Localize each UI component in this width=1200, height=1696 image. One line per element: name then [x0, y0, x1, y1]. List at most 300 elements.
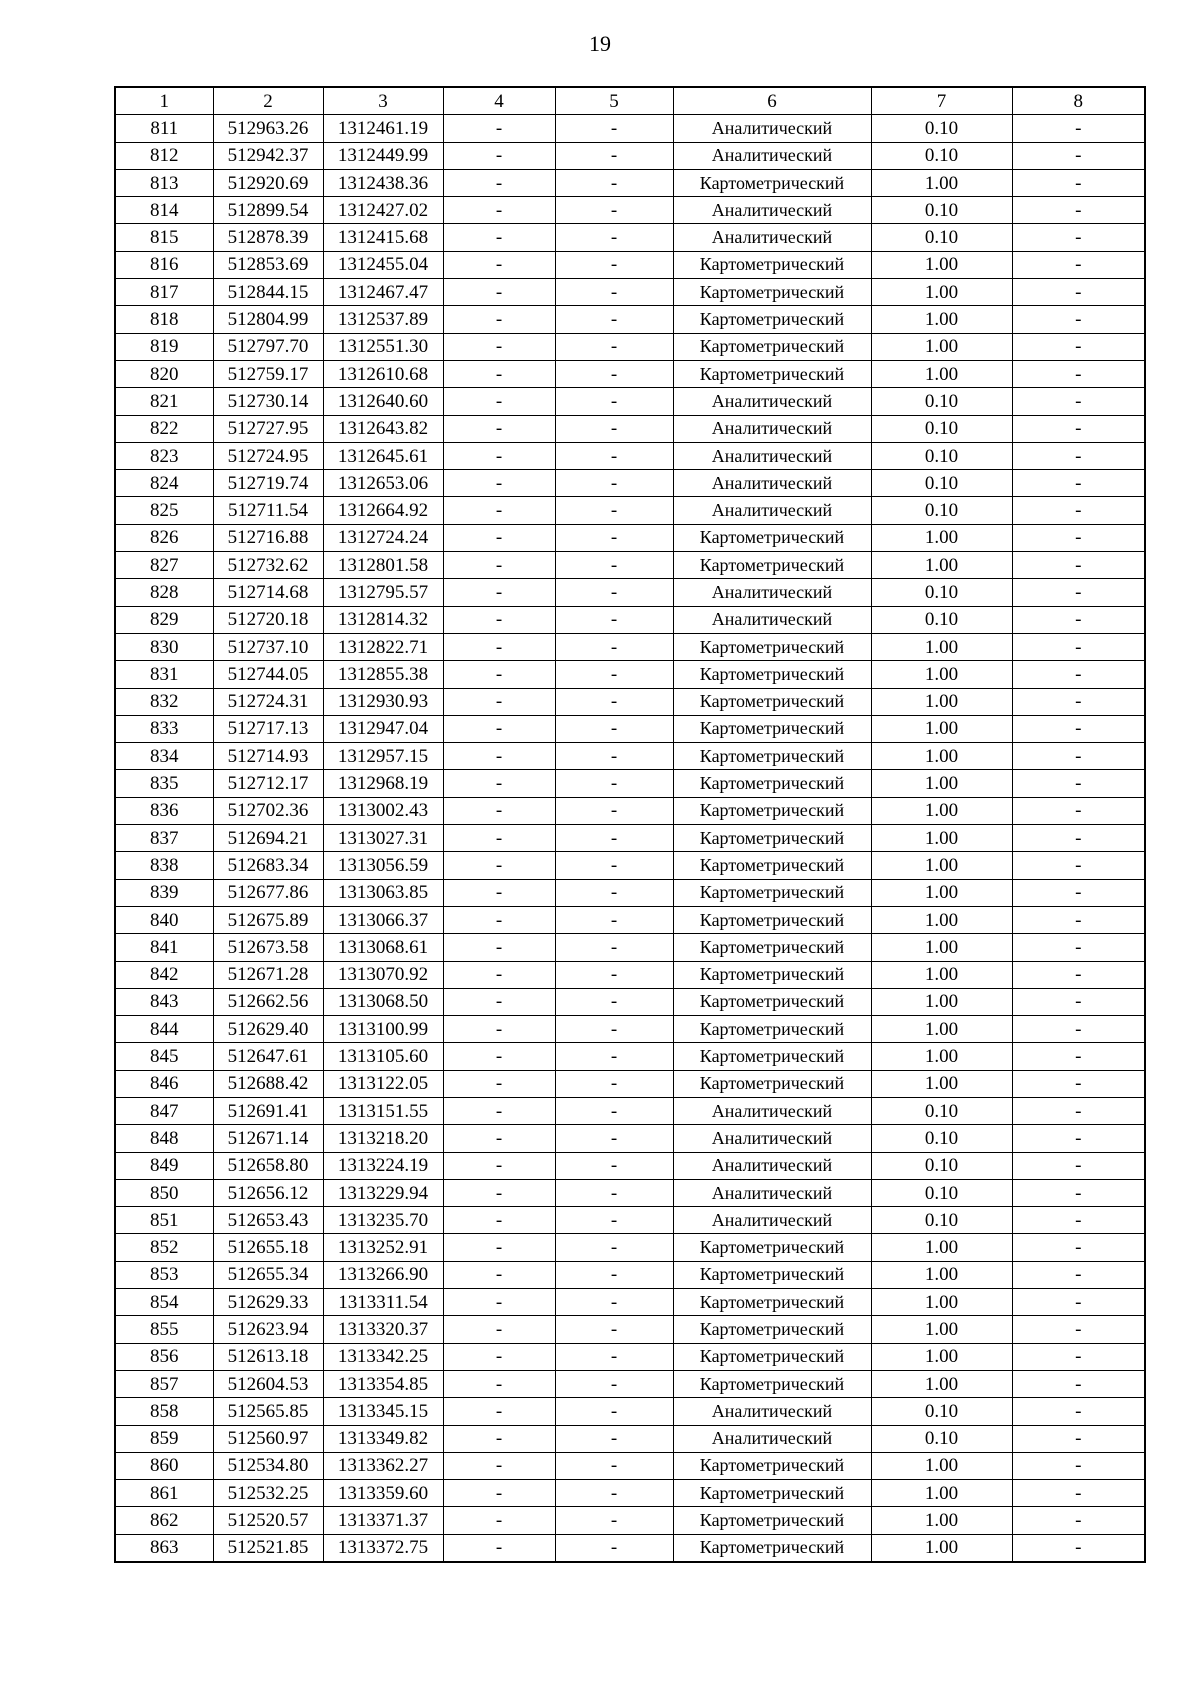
table-row	[115, 360, 1145, 387]
method-cell: Аналитический	[673, 1398, 871, 1425]
x-coordinate-cell: 512691.41	[213, 1097, 323, 1124]
column-4-cell: -	[443, 825, 555, 852]
table-row	[115, 661, 1145, 688]
accuracy-cell: 0.10	[871, 606, 1012, 633]
point-number-cell: 830	[115, 633, 213, 660]
y-coordinate-cell: 1313342.25	[323, 1343, 443, 1370]
x-coordinate-cell: 512942.37	[213, 142, 323, 169]
accuracy-cell: 0.10	[871, 197, 1012, 224]
accuracy-cell: 1.00	[871, 333, 1012, 360]
column-4-cell: -	[443, 988, 555, 1015]
point-number-cell: 862	[115, 1507, 213, 1534]
column-8-cell: -	[1012, 797, 1145, 824]
column-8-cell: -	[1012, 688, 1145, 715]
accuracy-cell: 1.00	[871, 1289, 1012, 1316]
accuracy-cell: 1.00	[871, 743, 1012, 770]
column-4-cell: -	[443, 333, 555, 360]
y-coordinate-cell: 1313372.75	[323, 1534, 443, 1562]
point-number-cell: 858	[115, 1398, 213, 1425]
column-4-cell: -	[443, 1261, 555, 1288]
column-5-cell: -	[555, 606, 673, 633]
column-8-cell: -	[1012, 1125, 1145, 1152]
y-coordinate-cell: 1313070.92	[323, 961, 443, 988]
column-4-cell: -	[443, 197, 555, 224]
accuracy-cell: 1.00	[871, 633, 1012, 660]
column-8-cell: -	[1012, 1152, 1145, 1179]
x-coordinate-cell: 512804.99	[213, 306, 323, 333]
table-row	[115, 879, 1145, 906]
table-row	[115, 1289, 1145, 1316]
table-row	[115, 715, 1145, 742]
method-cell: Аналитический	[673, 606, 871, 633]
column-5-cell: -	[555, 934, 673, 961]
x-coordinate-cell: 512673.58	[213, 934, 323, 961]
table-row	[115, 688, 1145, 715]
table-row	[115, 770, 1145, 797]
y-coordinate-cell: 1313063.85	[323, 879, 443, 906]
y-coordinate-cell: 1312427.02	[323, 197, 443, 224]
point-number-cell: 861	[115, 1480, 213, 1507]
accuracy-cell: 1.00	[871, 360, 1012, 387]
y-coordinate-cell: 1313068.50	[323, 988, 443, 1015]
column-8-cell: -	[1012, 1016, 1145, 1043]
column-8-cell: -	[1012, 552, 1145, 579]
accuracy-cell: 1.00	[871, 879, 1012, 906]
accuracy-cell: 0.10	[871, 1425, 1012, 1452]
x-coordinate-cell: 512737.10	[213, 633, 323, 660]
column-4-cell: -	[443, 1480, 555, 1507]
column-5-cell: -	[555, 442, 673, 469]
column-4-cell: -	[443, 606, 555, 633]
column-8-cell: -	[1012, 1070, 1145, 1097]
accuracy-cell: 0.10	[871, 415, 1012, 442]
x-coordinate-cell: 512719.74	[213, 470, 323, 497]
point-number-cell: 829	[115, 606, 213, 633]
column-4-cell: -	[443, 879, 555, 906]
table-row	[115, 1261, 1145, 1288]
method-cell: Аналитический	[673, 470, 871, 497]
accuracy-cell: 0.10	[871, 224, 1012, 251]
column-4-cell: -	[443, 360, 555, 387]
table-row	[115, 1316, 1145, 1343]
column-5-cell: -	[555, 988, 673, 1015]
column-4-cell: -	[443, 1452, 555, 1479]
x-coordinate-cell: 512717.13	[213, 715, 323, 742]
column-4-cell: -	[443, 797, 555, 824]
method-cell: Картометрический	[673, 1534, 871, 1562]
column-5-cell: -	[555, 1179, 673, 1206]
column-8-cell: -	[1012, 333, 1145, 360]
accuracy-cell: 0.10	[871, 442, 1012, 469]
y-coordinate-cell: 1312438.36	[323, 169, 443, 196]
column-8-cell: -	[1012, 743, 1145, 770]
coordinates-table	[114, 86, 1146, 1563]
column-header: 2	[213, 87, 323, 115]
method-cell: Картометрический	[673, 879, 871, 906]
accuracy-cell: 0.10	[871, 579, 1012, 606]
column-4-cell: -	[443, 1207, 555, 1234]
accuracy-cell: 1.00	[871, 251, 1012, 278]
column-4-cell: -	[443, 169, 555, 196]
column-4-cell: -	[443, 1398, 555, 1425]
method-cell: Картометрический	[673, 934, 871, 961]
accuracy-cell: 1.00	[871, 169, 1012, 196]
method-cell: Картометрический	[673, 279, 871, 306]
accuracy-cell: 1.00	[871, 1234, 1012, 1261]
method-cell: Картометрический	[673, 961, 871, 988]
column-header: 1	[115, 87, 213, 115]
column-4-cell: -	[443, 1234, 555, 1261]
column-8-cell: -	[1012, 661, 1145, 688]
y-coordinate-cell: 1313229.94	[323, 1179, 443, 1206]
x-coordinate-cell: 512653.43	[213, 1207, 323, 1234]
accuracy-cell: 1.00	[871, 715, 1012, 742]
point-number-cell: 833	[115, 715, 213, 742]
method-cell: Аналитический	[673, 388, 871, 415]
y-coordinate-cell: 1313359.60	[323, 1480, 443, 1507]
point-number-cell: 846	[115, 1070, 213, 1097]
method-cell: Картометрический	[673, 1480, 871, 1507]
y-coordinate-cell: 1312455.04	[323, 251, 443, 278]
point-number-cell: 825	[115, 497, 213, 524]
accuracy-cell: 1.00	[871, 961, 1012, 988]
column-5-cell: -	[555, 497, 673, 524]
point-number-cell: 824	[115, 470, 213, 497]
point-number-cell: 832	[115, 688, 213, 715]
column-8-cell: -	[1012, 497, 1145, 524]
column-4-cell: -	[443, 715, 555, 742]
column-4-cell: -	[443, 224, 555, 251]
y-coordinate-cell: 1313311.54	[323, 1289, 443, 1316]
accuracy-cell: 0.10	[871, 1207, 1012, 1234]
y-coordinate-cell: 1313056.59	[323, 852, 443, 879]
method-cell: Картометрический	[673, 770, 871, 797]
column-5-cell: -	[555, 797, 673, 824]
column-4-cell: -	[443, 1152, 555, 1179]
x-coordinate-cell: 512694.21	[213, 825, 323, 852]
accuracy-cell: 1.00	[871, 552, 1012, 579]
column-5-cell: -	[555, 169, 673, 196]
x-coordinate-cell: 512656.12	[213, 1179, 323, 1206]
column-header: 3	[323, 87, 443, 115]
column-header: 7	[871, 87, 1012, 115]
column-8-cell: -	[1012, 197, 1145, 224]
y-coordinate-cell: 1313100.99	[323, 1016, 443, 1043]
y-coordinate-cell: 1313349.82	[323, 1425, 443, 1452]
column-5-cell: -	[555, 1125, 673, 1152]
column-8-cell: -	[1012, 360, 1145, 387]
point-number-cell: 852	[115, 1234, 213, 1261]
column-5-cell: -	[555, 879, 673, 906]
column-8-cell: -	[1012, 961, 1145, 988]
y-coordinate-cell: 1312467.47	[323, 279, 443, 306]
column-4-cell: -	[443, 1316, 555, 1343]
y-coordinate-cell: 1312551.30	[323, 333, 443, 360]
y-coordinate-cell: 1313002.43	[323, 797, 443, 824]
y-coordinate-cell: 1312643.82	[323, 415, 443, 442]
x-coordinate-cell: 512521.85	[213, 1534, 323, 1562]
column-5-cell: -	[555, 1152, 673, 1179]
column-8-cell: -	[1012, 715, 1145, 742]
method-cell: Картометрический	[673, 360, 871, 387]
column-5-cell: -	[555, 961, 673, 988]
column-4-cell: -	[443, 633, 555, 660]
point-number-cell: 828	[115, 579, 213, 606]
column-8-cell: -	[1012, 1234, 1145, 1261]
point-number-cell: 817	[115, 279, 213, 306]
column-8-cell: -	[1012, 142, 1145, 169]
method-cell: Картометрический	[673, 1343, 871, 1370]
y-coordinate-cell: 1312610.68	[323, 360, 443, 387]
column-8-cell: -	[1012, 279, 1145, 306]
column-4-cell: -	[443, 1343, 555, 1370]
column-8-cell: -	[1012, 115, 1145, 142]
column-4-cell: -	[443, 142, 555, 169]
table-row	[115, 988, 1145, 1015]
method-cell: Картометрический	[673, 1016, 871, 1043]
x-coordinate-cell: 512683.34	[213, 852, 323, 879]
table-row	[115, 743, 1145, 770]
accuracy-cell: 1.00	[871, 279, 1012, 306]
column-4-cell: -	[443, 279, 555, 306]
x-coordinate-cell: 512702.36	[213, 797, 323, 824]
x-coordinate-cell: 512720.18	[213, 606, 323, 633]
column-5-cell: -	[555, 1070, 673, 1097]
point-number-cell: 841	[115, 934, 213, 961]
column-8-cell: -	[1012, 606, 1145, 633]
accuracy-cell: 1.00	[871, 688, 1012, 715]
method-cell: Аналитический	[673, 115, 871, 142]
table-row	[115, 442, 1145, 469]
accuracy-cell: 1.00	[871, 1452, 1012, 1479]
x-coordinate-cell: 512724.31	[213, 688, 323, 715]
table-row	[115, 1016, 1145, 1043]
x-coordinate-cell: 512647.61	[213, 1043, 323, 1070]
column-8-cell: -	[1012, 415, 1145, 442]
point-number-cell: 819	[115, 333, 213, 360]
y-coordinate-cell: 1312822.71	[323, 633, 443, 660]
method-cell: Аналитический	[673, 1125, 871, 1152]
column-8-cell: -	[1012, 1043, 1145, 1070]
column-5-cell: -	[555, 1261, 673, 1288]
column-header: 5	[555, 87, 673, 115]
column-5-cell: -	[555, 333, 673, 360]
accuracy-cell: 1.00	[871, 1016, 1012, 1043]
point-number-cell: 820	[115, 360, 213, 387]
x-coordinate-cell: 512604.53	[213, 1370, 323, 1397]
point-number-cell: 818	[115, 306, 213, 333]
y-coordinate-cell: 1312855.38	[323, 661, 443, 688]
x-coordinate-cell: 512560.97	[213, 1425, 323, 1452]
column-5-cell: -	[555, 1234, 673, 1261]
table-row	[115, 1398, 1145, 1425]
x-coordinate-cell: 512629.40	[213, 1016, 323, 1043]
x-coordinate-cell: 512744.05	[213, 661, 323, 688]
column-5-cell: -	[555, 279, 673, 306]
column-8-cell: -	[1012, 906, 1145, 933]
point-number-cell: 831	[115, 661, 213, 688]
column-5-cell: -	[555, 1534, 673, 1562]
column-8-cell: -	[1012, 1452, 1145, 1479]
point-number-cell: 827	[115, 552, 213, 579]
column-4-cell: -	[443, 1179, 555, 1206]
column-4-cell: -	[443, 497, 555, 524]
y-coordinate-cell: 1312664.92	[323, 497, 443, 524]
accuracy-cell: 1.00	[871, 906, 1012, 933]
method-cell: Картометрический	[673, 797, 871, 824]
column-4-cell: -	[443, 688, 555, 715]
column-5-cell: -	[555, 388, 673, 415]
y-coordinate-cell: 1312930.93	[323, 688, 443, 715]
table-row	[115, 1179, 1145, 1206]
point-number-cell: 834	[115, 743, 213, 770]
table-row	[115, 224, 1145, 251]
y-coordinate-cell: 1312645.61	[323, 442, 443, 469]
y-coordinate-cell: 1312537.89	[323, 306, 443, 333]
method-cell: Картометрический	[673, 1507, 871, 1534]
accuracy-cell: 0.10	[871, 1398, 1012, 1425]
point-number-cell: 816	[115, 251, 213, 278]
method-cell: Картометрический	[673, 251, 871, 278]
table-row	[115, 1043, 1145, 1070]
column-5-cell: -	[555, 415, 673, 442]
column-8-cell: -	[1012, 1507, 1145, 1534]
column-8-cell: -	[1012, 1370, 1145, 1397]
table-row	[115, 1152, 1145, 1179]
accuracy-cell: 1.00	[871, 1343, 1012, 1370]
header-row	[115, 87, 1145, 115]
y-coordinate-cell: 1313218.20	[323, 1125, 443, 1152]
accuracy-cell: 0.10	[871, 1097, 1012, 1124]
point-number-cell: 839	[115, 879, 213, 906]
column-5-cell: -	[555, 1507, 673, 1534]
accuracy-cell: 0.10	[871, 470, 1012, 497]
column-4-cell: -	[443, 442, 555, 469]
point-number-cell: 848	[115, 1125, 213, 1152]
column-8-cell: -	[1012, 1343, 1145, 1370]
method-cell: Аналитический	[673, 442, 871, 469]
y-coordinate-cell: 1313354.85	[323, 1370, 443, 1397]
method-cell: Картометрический	[673, 852, 871, 879]
column-8-cell: -	[1012, 579, 1145, 606]
column-5-cell: -	[555, 743, 673, 770]
point-number-cell: 821	[115, 388, 213, 415]
table-row	[115, 306, 1145, 333]
column-header: 4	[443, 87, 555, 115]
accuracy-cell: 1.00	[871, 1480, 1012, 1507]
point-number-cell: 854	[115, 1289, 213, 1316]
accuracy-cell: 0.10	[871, 142, 1012, 169]
table-row	[115, 1070, 1145, 1097]
x-coordinate-cell: 512655.34	[213, 1261, 323, 1288]
table-row	[115, 497, 1145, 524]
point-number-cell: 842	[115, 961, 213, 988]
point-number-cell: 823	[115, 442, 213, 469]
table-row	[115, 1480, 1145, 1507]
column-8-cell: -	[1012, 825, 1145, 852]
accuracy-cell: 1.00	[871, 661, 1012, 688]
point-number-cell: 860	[115, 1452, 213, 1479]
column-8-cell: -	[1012, 934, 1145, 961]
column-8-cell: -	[1012, 306, 1145, 333]
y-coordinate-cell: 1313068.61	[323, 934, 443, 961]
method-cell: Картометрический	[673, 306, 871, 333]
page-number: 19	[589, 31, 611, 56]
method-cell: Аналитический	[673, 1097, 871, 1124]
method-cell: Картометрический	[673, 988, 871, 1015]
column-5-cell: -	[555, 470, 673, 497]
method-cell: Аналитический	[673, 142, 871, 169]
method-cell: Картометрический	[673, 743, 871, 770]
method-cell: Картометрический	[673, 1452, 871, 1479]
x-coordinate-cell: 512662.56	[213, 988, 323, 1015]
x-coordinate-cell: 512797.70	[213, 333, 323, 360]
column-4-cell: -	[443, 770, 555, 797]
method-cell: Картометрический	[673, 1370, 871, 1397]
table-row	[115, 1452, 1145, 1479]
column-4-cell: -	[443, 1507, 555, 1534]
column-8-cell: -	[1012, 470, 1145, 497]
column-8-cell: -	[1012, 1316, 1145, 1343]
column-5-cell: -	[555, 552, 673, 579]
point-number-cell: 843	[115, 988, 213, 1015]
method-cell: Картометрический	[673, 715, 871, 742]
table-row	[115, 251, 1145, 278]
method-cell: Картометрический	[673, 825, 871, 852]
y-coordinate-cell: 1313105.60	[323, 1043, 443, 1070]
table-row	[115, 1425, 1145, 1452]
column-8-cell: -	[1012, 1480, 1145, 1507]
x-coordinate-cell: 512878.39	[213, 224, 323, 251]
x-coordinate-cell: 512671.14	[213, 1125, 323, 1152]
accuracy-cell: 0.10	[871, 388, 1012, 415]
y-coordinate-cell: 1312449.99	[323, 142, 443, 169]
table-row	[115, 333, 1145, 360]
y-coordinate-cell: 1312653.06	[323, 470, 443, 497]
table-row	[115, 934, 1145, 961]
accuracy-cell: 1.00	[871, 825, 1012, 852]
column-4-cell: -	[443, 115, 555, 142]
point-number-cell: 811	[115, 115, 213, 142]
table-row	[115, 1234, 1145, 1261]
column-4-cell: -	[443, 306, 555, 333]
y-coordinate-cell: 1313122.05	[323, 1070, 443, 1097]
y-coordinate-cell: 1312814.32	[323, 606, 443, 633]
table-row	[115, 906, 1145, 933]
point-number-cell: 857	[115, 1370, 213, 1397]
point-number-cell: 837	[115, 825, 213, 852]
column-5-cell: -	[555, 1289, 673, 1316]
table-row	[115, 197, 1145, 224]
method-cell: Картометрический	[673, 661, 871, 688]
method-cell: Аналитический	[673, 497, 871, 524]
column-5-cell: -	[555, 1043, 673, 1070]
x-coordinate-cell: 512688.42	[213, 1070, 323, 1097]
column-8-cell: -	[1012, 388, 1145, 415]
column-5-cell: -	[555, 906, 673, 933]
column-5-cell: -	[555, 579, 673, 606]
x-coordinate-cell: 512732.62	[213, 552, 323, 579]
y-coordinate-cell: 1312415.68	[323, 224, 443, 251]
method-cell: Аналитический	[673, 1425, 871, 1452]
column-4-cell: -	[443, 1289, 555, 1316]
x-coordinate-cell: 512613.18	[213, 1343, 323, 1370]
x-coordinate-cell: 512727.95	[213, 415, 323, 442]
x-coordinate-cell: 512711.54	[213, 497, 323, 524]
method-cell: Аналитический	[673, 197, 871, 224]
point-number-cell: 851	[115, 1207, 213, 1234]
accuracy-cell: 1.00	[871, 988, 1012, 1015]
